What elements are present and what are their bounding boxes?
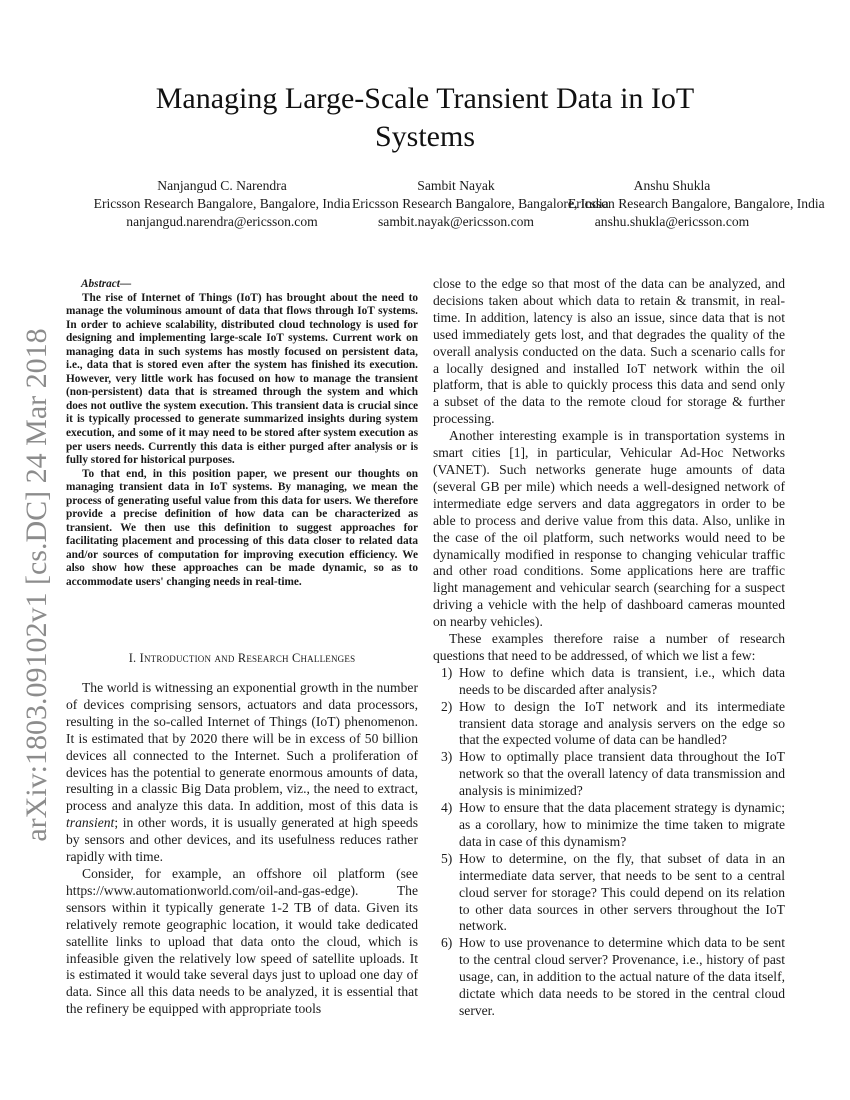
- body-paragraph-vanet: Another interesting example is in transportation systems in smart cities [1], in particular, Vehicular Ad-Hoc Networks (VANET). Such networks generate huge amounts of data (several GB per mile) which needs a well-designed network of intermediate edge servers and data aggregators in order to be able to process and derive value from this data. Also, unlike in the case of the oil platform, such networks would need to be dynamically modified in response to changing vehicular traffic and other road conditions. Some applications here are traffic light management and vehicular search (searching for a suspect driving a vehicle with the help of dashboard cameras mounted on nearby vehicles).: [433, 428, 785, 630]
- section-title: Introduction and Research Challenges: [139, 651, 356, 665]
- list-item: [433, 935, 785, 1020]
- list-item-text: How to determine, on the fly, that subset of data in an intermediate data server, that needs to be sent to a central cloud server for storage? This could depend on its relation to other data sources in other servers throughout the IoT network.: [459, 850, 785, 934]
- intro-paragraph-2: Consider, for example, an offshore oil platform (see https://www.automationworld.com/oil-and-gas-edge). The sensors within it typically generate 1-2 TB of data. Given its relatively remote geographic location, it would take dedicated satellite links to upload that data onto the cloud, which is infeasible given the relatively low speed of satellite uploads. It is estimated it would take several days just to upload one day of data. Since all this data needs to be analyzed, it is essential that the refinery be equipped with appropriate tools: [66, 865, 418, 1017]
- list-item: [433, 699, 785, 750]
- list-item-number: 3): [441, 749, 453, 765]
- list-item-number: 2): [441, 698, 453, 714]
- list-item-number: 5): [441, 850, 453, 866]
- section-number: I.: [128, 651, 137, 665]
- author-affiliation: Ericsson Research Bangalore, Bangalore, India: [352, 196, 609, 211]
- list-item: [433, 851, 785, 936]
- intro-text: The world is witnessing an exponential growth in the number of devices comprising sensors, actuators and data processors, resulting in the so-called Internet of Things (IoT) phenomenon. It is estimated that by 2020 there will be in excess of 50 billion devices all connected to the Internet. Such a proliferation of devices has the potential to generate enormous amounts of data, resulting in a classic Big Data problem, viz., the need to extract, process and analyze this data. In addition, most of this data is: [66, 680, 418, 814]
- author-block-3: [568, 177, 825, 231]
- list-item: [433, 749, 785, 800]
- list-item-number: 1): [441, 664, 453, 680]
- title-line-1: Managing Large-Scale Transient Data in IoT: [155, 82, 695, 115]
- intro-text: ; in other words, it is usually generated at high speeds by sensors and other devices, and its usefulness reduces rather rapidly with time.: [66, 815, 418, 865]
- list-item: [433, 800, 785, 851]
- author-name: Anshu Shukla: [633, 178, 711, 193]
- abstract: [66, 278, 418, 590]
- list-item: [433, 665, 785, 699]
- author-email: nanjangud.narendra@ericsson.com: [126, 214, 318, 229]
- author-email: anshu.shukla@ericsson.com: [594, 214, 750, 229]
- right-column-body: [433, 276, 785, 1020]
- list-item-text: How to optimally place transient data throughout the IoT network so that the overall latency of data transmission and analysis is minimized?: [459, 749, 785, 799]
- abstract-label: Abstract—: [81, 278, 132, 290]
- abstract-paragraph-1: The rise of Internet of Things (IoT) has brought about the need to manage the voluminous amount of data that flows through IoT systems. In order to achieve scalability, distributed cloud technology is used for designing and implementing large-scale IoT systems. Current work on managing data in such systems has mostly focused on persistent data, i.e., data that is stored even after the system has finished its execution. However, very little work has focused on how to manage the transient (non-persistent) data that is streamed through the system and which does not outlive the system execution. This transient data is crucial since it is typically processed to generate summarized insights during system execution, and some of it may need to be stored after system execution as per users needs. Currently this data is either purged after analysis or is fully stored for historical purposes.: [66, 291, 418, 467]
- list-item-text: How to ensure that the data placement strategy is dynamic; as a corollary, how to minimize the time taken to migrate data in case of this dynamism?: [459, 800, 785, 849]
- emphasis-transient: transient: [66, 815, 115, 831]
- abstract-paragraph-2: To that end, in this position paper, we present our thoughts on managing transient data in IoT systems. By managing, we mean the process of generating useful value from this data for users. We therefore provide a precise definition of how data can be characterized as transient. We then use this definition to suggest approaches for facilitating placement and processing of this data closer to related data and/or sources of computation for improving execution efficiency. We also show how these approaches can be made dynamic, so as to accommodate users' changing needs in real-time.: [66, 467, 418, 589]
- section-heading: [66, 651, 418, 666]
- research-questions-list: [433, 665, 785, 1020]
- arxiv-identifier-stamp: arXiv:1803.09102v1 [cs.DC] 24 Mar 2018: [20, 328, 53, 842]
- author-name: Sambit Nayak: [417, 178, 495, 193]
- intro-paragraph-1: [66, 680, 418, 866]
- body-paragraph-continued: close to the edge so that most of the data can be analyzed, and decisions taken about which data to retain & transmit, in real-time. In addition, latency is also an issue, since data that is not used immediately gets lost, and that degrades the quality of the overall analysis conducted on the data. Such a scenario calls for a locally designed and installed IoT network within the oil platform, that is able to quickly process this data and send only a subset of the data to the remote cloud for storage & further processing.: [433, 276, 785, 427]
- paper-title: [80, 80, 770, 156]
- author-affiliation: Ericsson Research Bangalore, Bangalore, India: [568, 196, 825, 211]
- list-item-number: 6): [441, 935, 453, 951]
- author-block-2: [352, 177, 609, 231]
- author-affiliation: Ericsson Research Bangalore, Bangalore, India: [93, 196, 351, 211]
- list-item-text: How to design the IoT network and its intermediate transient data storage and analysis servers on the edge so that the expected volume of data can be handled?: [459, 698, 785, 748]
- author-name: Nanjangud C. Narendra: [157, 178, 287, 193]
- author-email: sambit.nayak@ericsson.com: [378, 214, 534, 229]
- body-paragraph-questions-intro: These examples therefore raise a number of research questions that need to be addressed, of which we list a few:: [433, 631, 785, 663]
- list-item-text: How to define which data is transient, i.e., which data needs to be discarded after analysis?: [459, 664, 785, 697]
- title-line-2: Systems: [374, 120, 476, 153]
- list-item-number: 4): [441, 800, 453, 816]
- list-item-text: How to use provenance to determine which data to be sent to the central cloud server? Provenance, i.e., history of past usage, can, in addition to the actual nature of the data itself, dictate which data needs to be stored in the central cloud server.: [459, 935, 785, 1018]
- author-block-1: [92, 177, 352, 231]
- left-column-body: [66, 680, 418, 1018]
